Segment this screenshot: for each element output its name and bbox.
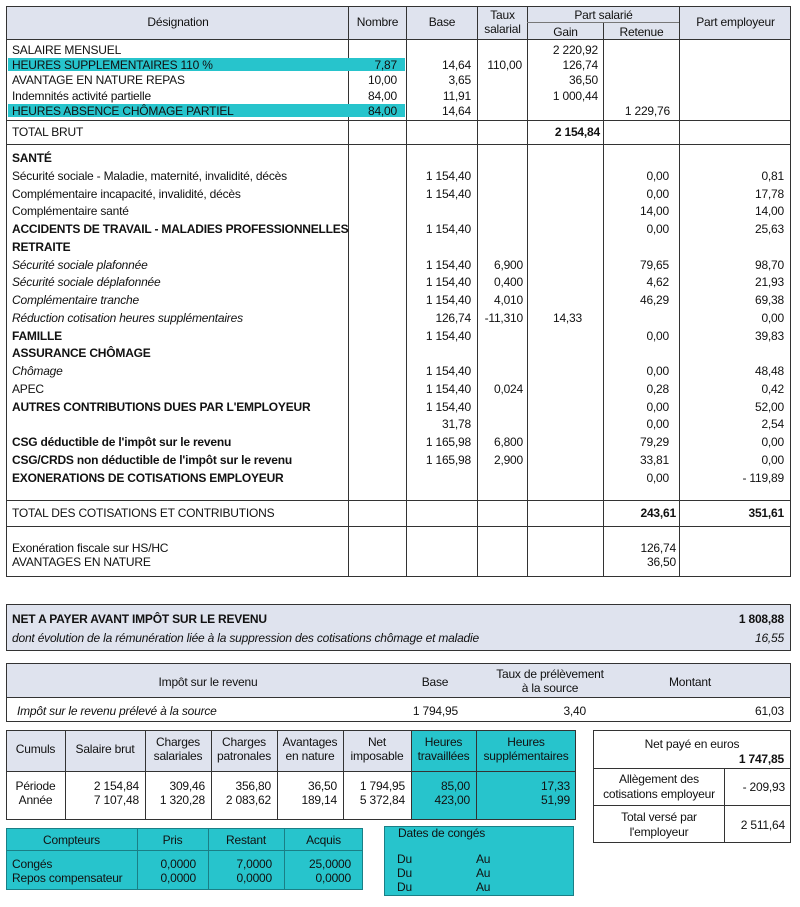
cumuls-header: Salaire brut (75, 742, 135, 756)
cotisation-label: Chômage (12, 364, 63, 378)
cotisation-retenue: 0,00 (646, 222, 669, 236)
header-nombre: Nombre (356, 15, 399, 29)
conges-au-1: Au (476, 852, 491, 866)
cumuls-cell: 51,99 (540, 793, 570, 807)
impot-title: Impôt sur le revenu (158, 675, 258, 689)
cumuls-row-label: Période (15, 779, 56, 793)
cotisation-taux: 0,400 (493, 275, 523, 290)
cumuls-cell: 423,00 (434, 793, 470, 807)
cotisation-employeur: 0,00 (761, 435, 784, 449)
cotisation-retenue: 79,29 (639, 435, 669, 449)
cotisation-base: 1 154,40 (425, 257, 471, 272)
cumuls-header-line1: Heures (507, 735, 545, 749)
total-cotisations-employeur: 351,61 (748, 506, 784, 520)
cumuls-header-line2: supplémentaires (483, 749, 569, 763)
cotisation-label: CSG déductible de l'impôt sur le revenu (12, 435, 232, 449)
conges-du-3: Du (397, 880, 412, 894)
salary-line-taux: 110,00 (487, 58, 522, 73)
cotisation-label: APEC (12, 381, 44, 396)
cumuls-header-line1: Avantages (282, 735, 338, 749)
salary-line-label: AVANTAGE EN NATURE REPAS (12, 73, 185, 88)
cotisation-retenue: 46,29 (639, 293, 669, 307)
cumuls-cell: 5 372,84 (359, 793, 405, 807)
cotisation-base: 1 154,40 (425, 328, 471, 343)
cotisation-retenue: 33,81 (639, 452, 669, 467)
salary-line-label: Indemnités activité partielle (12, 88, 151, 103)
allegement-label-2: cotisations employeur (603, 787, 715, 801)
conges-au-2: Au (476, 866, 491, 880)
salary-line-base: 3,65 (448, 73, 471, 88)
cotisation-label: EXONERATIONS DE COTISATIONS EMPLOYEUR (12, 470, 284, 485)
cotisation-base: 1 154,40 (425, 364, 471, 378)
cotisation-employeur: - 119,89 (742, 470, 784, 485)
cotisation-base: 1 154,40 (425, 222, 471, 236)
total-verse-label-1: Total versé par (621, 810, 697, 824)
conges-au-3: Au (476, 880, 491, 894)
total-brut-gain: 2 154,84 (554, 125, 600, 139)
cotisation-label: ASSURANCE CHÔMAGE (12, 346, 151, 361)
cotisation-taux: 6,900 (493, 257, 523, 272)
net-a-payer-value: 1 808,88 (738, 612, 784, 626)
cumuls-header-line2: patronales (216, 749, 272, 763)
cotisation-base: 1 165,98 (425, 452, 471, 467)
cotisation-employeur: 25,63 (754, 222, 784, 236)
cotisation-base: 1 154,40 (425, 186, 471, 201)
compteurs-cell: 0,0000 (236, 871, 272, 885)
conges-du-2: Du (397, 866, 412, 880)
compteurs-header: Restant (226, 833, 266, 847)
header-taux (478, 8, 527, 36)
net-evolution-value: 16,55 (754, 631, 784, 645)
cotisation-label: Sécurité sociale plafonnée (12, 257, 148, 272)
compteurs-row-label: Repos compensateur (12, 871, 123, 885)
cumuls-header: Cumuls (15, 742, 56, 756)
cumuls-header-line1: Heures (424, 735, 463, 749)
salary-line-base: 14,64 (441, 103, 471, 118)
cumuls-row-label: Année (18, 793, 53, 807)
compteurs-row-label: Congés (12, 857, 53, 871)
cotisation-label: AUTRES CONTRIBUTIONS DUES PAR L'EMPLOYEUR (12, 399, 311, 414)
total-brut-label: TOTAL BRUT (12, 125, 84, 139)
salary-line-base: 14,64 (441, 58, 471, 73)
salary-line-gain: 2 220,92 (552, 43, 598, 57)
total-verse-value: 2 511,64 (740, 818, 785, 832)
cumuls-cell: 189,14 (301, 793, 337, 807)
salary-line-nombre: 10,00 (367, 73, 397, 88)
cotisation-employeur: 17,78 (754, 186, 784, 201)
impot-montant-value: 61,03 (754, 704, 784, 718)
cotisation-retenue: 0,00 (646, 364, 669, 378)
cotisation-base: 126,74 (435, 310, 471, 325)
salary-line-label: HEURES SUPPLEMENTAIRES 110 % (12, 58, 213, 73)
compteurs-header: Compteurs (43, 833, 100, 847)
cotisation-gain: 14,33 (552, 310, 582, 325)
cotisation-employeur: 0,00 (761, 452, 784, 467)
net-a-payer-label: NET A PAYER AVANT IMPÔT SUR LE REVENU (12, 612, 267, 626)
cotisation-retenue: 0,28 (646, 381, 669, 396)
allegement-value: - 209,93 (742, 780, 785, 794)
compteurs-cell: 0,0000 (160, 857, 196, 871)
cotisation-label: Complémentaire incapacité, invalidité, décès (12, 186, 241, 201)
cumuls-cell: 1 320,28 (159, 793, 205, 807)
total-cotisations-label: TOTAL DES COTISATIONS ET CONTRIBUTIONS (12, 506, 275, 520)
cotisation-taux: 0,024 (493, 381, 523, 396)
cumuls-cell: 1 794,95 (359, 779, 405, 793)
cotisation-employeur: 0,42 (761, 381, 784, 396)
cumuls-cell: 36,50 (307, 779, 337, 793)
impot-taux-header-1: Taux de prélèvement (496, 667, 604, 681)
header-part-employeur: Part employeur (696, 15, 775, 29)
extra-avantages-label: AVANTAGES EN NATURE (12, 555, 151, 569)
cumuls-header-line2: travaillées (417, 749, 470, 763)
cotisation-employeur: 52,00 (754, 399, 784, 414)
salary-line-nombre: 84,00 (367, 103, 397, 118)
cotisation-employeur: 98,70 (754, 257, 784, 272)
salary-line-gain: 1 000,44 (552, 88, 598, 103)
total-cotisations-retenue: 243,61 (640, 506, 676, 520)
header-part-salarie: Part salarié (574, 8, 633, 22)
impot-row-label: Impôt sur le revenu prélevé à la source (17, 704, 217, 718)
cotisation-retenue: 0,00 (646, 186, 669, 201)
cotisation-taux: 6,800 (493, 435, 523, 449)
cotisation-base: 1 154,40 (425, 168, 471, 183)
cotisation-employeur: 48,48 (754, 364, 784, 378)
compteurs-cell: 0,0000 (160, 871, 196, 885)
salary-line-gain: 126,74 (562, 58, 598, 73)
cotisation-retenue: 0,00 (646, 399, 669, 414)
cotisation-label: ACCIDENTS DE TRAVAIL - MALADIES PROFESSIONNELLES (12, 222, 349, 236)
cumuls-header-line1: Net (367, 735, 387, 749)
impot-taux-header-2: à la source (521, 681, 579, 695)
cotisation-base: 1 154,40 (425, 381, 471, 396)
salary-line-nombre: 84,00 (367, 88, 397, 103)
cumuls-cell: 7 107,48 (93, 793, 139, 807)
cotisation-base: 1 154,40 (425, 275, 471, 290)
cotisation-label: Sécurité sociale - Maladie, maternité, invalidité, décès (12, 168, 287, 183)
cotisation-base: 31,78 (441, 417, 471, 432)
extra-exoneration-value: 126,74 (640, 541, 676, 555)
header-taux-text: Taux salarial (484, 8, 521, 36)
cotisation-retenue: 0,00 (646, 328, 669, 343)
cotisation-label: Sécurité sociale déplafonnée (12, 275, 161, 290)
salary-line-retenue: 1 229,76 (624, 103, 670, 118)
cotisation-taux: 4,010 (493, 293, 523, 307)
cotisation-label: Complémentaire santé (12, 204, 129, 219)
cotisation-employeur: 39,83 (754, 328, 784, 343)
cotisation-employeur: 2,54 (761, 417, 784, 432)
cotisation-employeur: 0,00 (761, 310, 784, 325)
total-verse-label-2: l'employeur (629, 825, 689, 839)
cumuls-header-line1: Charges (156, 735, 200, 749)
net-evolution-label: dont évolution de la rémunération liée à la suppression des cotisations chômage et maladie (12, 631, 479, 645)
cotisation-employeur: 21,93 (754, 275, 784, 290)
conges-du-1: Du (397, 852, 412, 866)
cumuls-header-line2: imposable (350, 749, 404, 763)
compteurs-header: Pris (162, 833, 183, 847)
cotisation-employeur: 14,00 (754, 204, 784, 219)
salary-line-label: HEURES ABSENCE CHÔMAGE PARTIEL (12, 103, 234, 118)
header-designation: Désignation (147, 15, 209, 29)
net-paye-value: 1 747,85 (738, 752, 784, 766)
cumuls-cell: 85,00 (440, 779, 470, 793)
cumuls-cell: 2 083,62 (225, 793, 271, 807)
compteurs-cell: 7,0000 (236, 857, 272, 871)
extra-exoneration-label: Exonération fiscale sur HS/HC (12, 541, 169, 555)
conges-title: Dates de congés (398, 826, 486, 840)
cotisation-label: FAMILLE (12, 328, 62, 343)
cotisation-taux: 2,900 (493, 452, 523, 467)
cotisation-employeur: 0,81 (761, 168, 784, 183)
cotisation-taux: -11,310 (484, 310, 523, 325)
cotisation-label: SANTÉ (12, 151, 52, 165)
net-paye-title: Net payé en euros (644, 737, 740, 751)
cumuls-header-line2: en nature (285, 749, 335, 763)
cotisation-retenue: 0,00 (646, 470, 669, 485)
salary-line-label: SALAIRE MENSUEL (12, 43, 122, 57)
impot-taux-value: 3,40 (563, 704, 586, 718)
cotisation-retenue: 79,65 (639, 257, 669, 272)
cotisation-retenue: 0,00 (646, 417, 669, 432)
cotisation-label: RETRAITE (12, 239, 71, 254)
cotisation-base: 1 154,40 (425, 399, 471, 414)
salary-line-base: 11,91 (442, 88, 471, 103)
salary-line-gain: 36,50 (568, 73, 598, 88)
impot-montant-header: Montant (669, 675, 711, 689)
allegement-label-1: Allègement des (619, 772, 699, 786)
impot-base-header: Base (421, 675, 449, 689)
cumuls-header-line1: Charges (222, 735, 266, 749)
header-gain: Gain (553, 25, 578, 39)
salary-line-nombre: 7,87 (374, 58, 397, 73)
cotisation-base: 1 165,98 (425, 435, 471, 449)
impot-base-value: 1 794,95 (412, 704, 458, 718)
cotisation-base: 1 154,40 (425, 293, 471, 307)
header-retenue: Retenue (619, 25, 664, 39)
cotisation-retenue: 0,00 (646, 168, 669, 183)
cumuls-cell: 356,80 (235, 779, 271, 793)
cotisation-label: Complémentaire tranche (12, 293, 139, 307)
header-base: Base (428, 15, 456, 29)
cotisation-retenue: 4,62 (646, 275, 669, 290)
cotisation-employeur: 69,38 (754, 293, 784, 307)
compteurs-cell: 0,0000 (315, 871, 351, 885)
compteurs-cell: 25,0000 (309, 857, 351, 871)
cotisation-label: Réduction cotisation heures supplémentaires (12, 310, 243, 325)
cotisation-retenue: 14,00 (639, 204, 669, 219)
cumuls-cell: 2 154,84 (93, 779, 139, 793)
cumuls-cell: 17,33 (540, 779, 570, 793)
cumuls-header-line2: salariales (153, 749, 203, 763)
compteurs-header: Acquis (306, 833, 341, 847)
extra-avantages-value: 36,50 (646, 555, 676, 569)
cotisation-label: CSG/CRDS non déductible de l'impôt sur le revenu (12, 452, 292, 467)
cumuls-cell: 309,46 (169, 779, 205, 793)
